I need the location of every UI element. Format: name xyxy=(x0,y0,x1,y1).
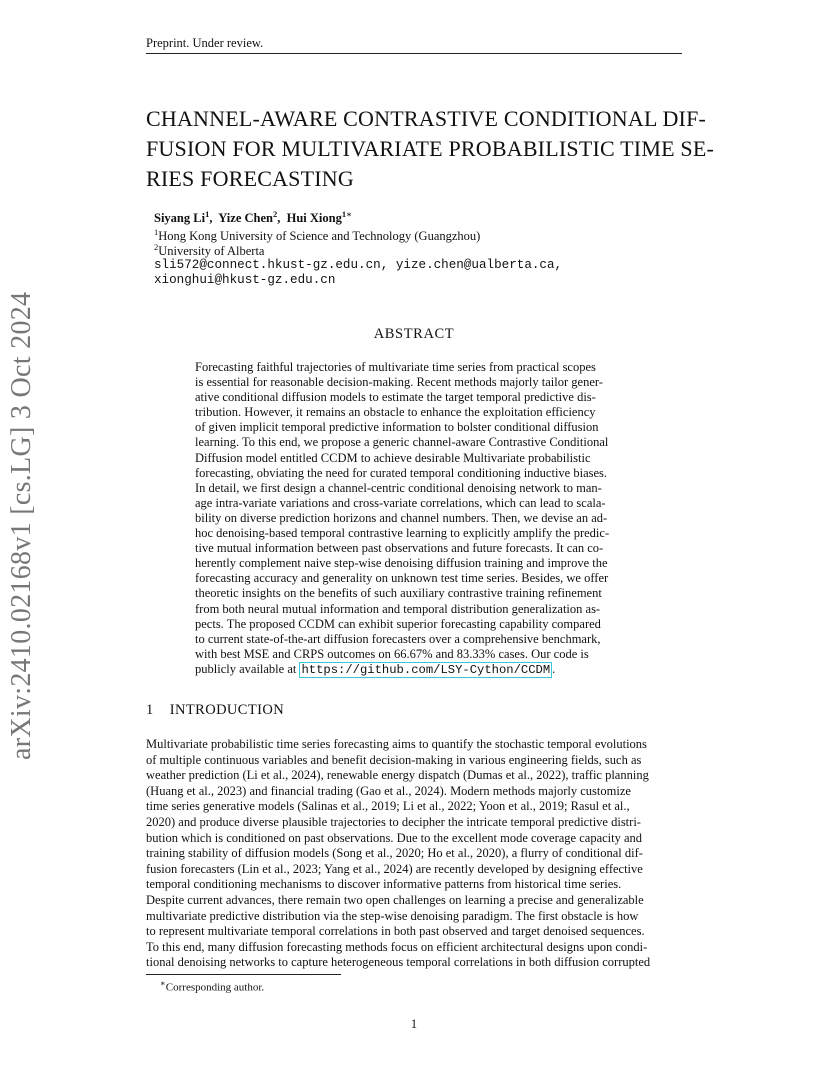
abstract-line: theoretic insights on the benefits of such auxiliary contrastive training refinement xyxy=(195,586,602,601)
body-line: of multiple continuous variables and benefit decision-making in various engineering fields, such as xyxy=(146,752,642,767)
section-number: 1 xyxy=(146,702,154,718)
body-line: tional denoising networks to capture heterogeneous temporal correlations in both diffusion corrupted xyxy=(146,955,651,970)
affiliation: $^1$Hong Kong University of Science and Technology (Guangzhou) xyxy=(154,227,481,244)
footnote-rule xyxy=(146,974,341,975)
abstract-line: to current state-of-the-art diffusion forecasters over a comprehensive benchmark, xyxy=(195,631,601,646)
footnote: ∗Corresponding author. xyxy=(160,978,265,994)
abstract-line: Diffusion model entitled CCDM to achieve desirable Multivariate probabilistic xyxy=(195,450,591,465)
code-link[interactable]: https://github.com/LSY-Cython/CCDM xyxy=(301,662,551,677)
arxiv-stamp: arXiv:2410.02168v1 [cs.LG] 3 Oct 2024 xyxy=(6,291,37,760)
abstract-line: tribution. However, it remains an obstacle to enhance the exploitation efficiency xyxy=(195,405,596,420)
body-line: (Huang et al., 2023) and financial trading (Gao et al., 2024). Modern methods majorly customize xyxy=(146,783,631,798)
abstract-line: with best MSE and CRPS outcomes on 66.67% and 83.33% cases. Our code is xyxy=(195,646,589,661)
body-line: temporal conditioning mechanisms to discover informative patterns from historical time series. xyxy=(146,877,622,892)
abstract-line: herently complement naive step-wise denoising diffusion training and improve the xyxy=(195,556,608,571)
body-line: 2020) and produce diverse plausible trajectories to decipher the intricate temporal predictive distri- xyxy=(146,814,641,829)
body-line: bution which is conditioned on past observations. Due to the excellent mode coverage capacity and xyxy=(146,830,643,845)
body-line: training stability of diffusion models (Song et al., 2020; Ho et al., 2020), a flurry of conditional dif- xyxy=(146,846,643,861)
abstract-line: bility on diverse prediction horizons and channel numbers. Then, we devise an ad- xyxy=(195,510,608,525)
body-line: Multivariate probabilistic time series forecasting aims to quantify the stochastic temporal evolutions xyxy=(146,737,647,751)
body-line: Despite current advances, there remain two open challenges on learning a precise and generalizable xyxy=(146,893,644,907)
author-list: Siyang Li$^1$, Yize Chen$^2$, Hui Xiong$^{1∗}$ xyxy=(154,209,352,226)
author-name: Siyang Li xyxy=(154,211,206,226)
abstract-line: ative conditional diffusion models to estimate the target temporal predictive dis- xyxy=(195,390,596,405)
body-line: fusion forecasters (Lin et al., 2023; Yang et al., 2024) are recently developed by designing effective xyxy=(146,861,643,876)
title-line: RIES FORECASTING xyxy=(146,166,354,191)
author-name: Yize Chen xyxy=(218,211,273,226)
abstract-line: forecasting accuracy and generality on unknown test time series. Besides, we offer xyxy=(195,571,609,586)
intro-paragraph-2 xyxy=(146,893,683,971)
body-line: time series generative models (Salinas et al., 2019; Li et al., 2022; Yoon et al., 2019; Rasul et al., xyxy=(146,799,630,814)
abstract-line: tive mutual information between past observations and future forecasts. It can co- xyxy=(195,541,604,556)
email-line: sli572@connect.hkust-gz.edu.cn, yize.chen@ualberta.ca, xyxy=(154,258,563,272)
abstract-line: age intra-variate variations and cross-variate correlations, which can lead to scala- xyxy=(195,495,606,510)
abstract-line: from both neural mutual information and temporal distribution generalization as- xyxy=(195,601,601,616)
email-line: xionghui@hkust-gz.edu.cn xyxy=(154,273,336,287)
abstract-line: pects. The proposed CCDM can exhibit superior forecasting capability compared xyxy=(195,616,601,631)
running-header: Preprint. Under review. xyxy=(146,36,264,50)
abstract-line: Forecasting faithful trajectories of multivariate time series from practical scopes xyxy=(195,360,596,374)
body-line: To this end, many diffusion forecasting methods focus on efficient architectural designs upon condi- xyxy=(146,939,648,954)
paper-title xyxy=(146,104,715,194)
section-heading xyxy=(146,702,284,719)
body-line: to represent multivariate temporal correlations in both past observed and target denoised sequences. xyxy=(146,924,645,939)
abstract-line: is essential for reasonable decision-making. Recent methods majorly tailor gener- xyxy=(195,375,603,390)
body-line: weather prediction (Li et al., 2024), renewable energy dispatch (Dumas et al., 2022), traffic planning xyxy=(146,768,649,783)
header-rule xyxy=(146,53,682,54)
abstract-line: forecasting, obviating the need for curated temporal conditioning inductive biases. xyxy=(195,465,608,480)
intro-paragraph-1 xyxy=(146,737,683,893)
abstract-line: In detail, we first design a channel-centric conditional denoising network to man- xyxy=(195,480,602,495)
abstract-line: learning. To this end, we propose a generic channel-aware Contrastive Conditional xyxy=(195,435,609,450)
abstract-line: publicly available at https://github.com/LSY-Cython/CCDM . xyxy=(195,661,556,677)
title-line: FUSION FOR MULTIVARIATE PROBABILISTIC TIME SE- xyxy=(146,136,715,161)
author-name: Hui Xiong xyxy=(286,211,342,226)
abstract-line: hoc denoising-based temporal contrastive learning to explicitly amplify the predic- xyxy=(195,526,610,541)
abstract-line: of given implicit temporal predictive information to bolster conditional diffusion xyxy=(195,420,599,435)
title-line: CHANNEL-AWARE CONTRASTIVE CONDITIONAL DIF- xyxy=(146,106,707,131)
page-number: 1 xyxy=(410,1017,418,1031)
abstract-heading: ABSTRACT xyxy=(373,326,455,342)
section-title: INTRODUCTION xyxy=(169,702,285,718)
affiliation: $^2$University of Alberta xyxy=(154,242,265,259)
abstract-body xyxy=(195,360,633,678)
body-line: multivariate predictive distribution via the step-wise denoising paradigm. The first obstacle is how xyxy=(146,908,639,923)
